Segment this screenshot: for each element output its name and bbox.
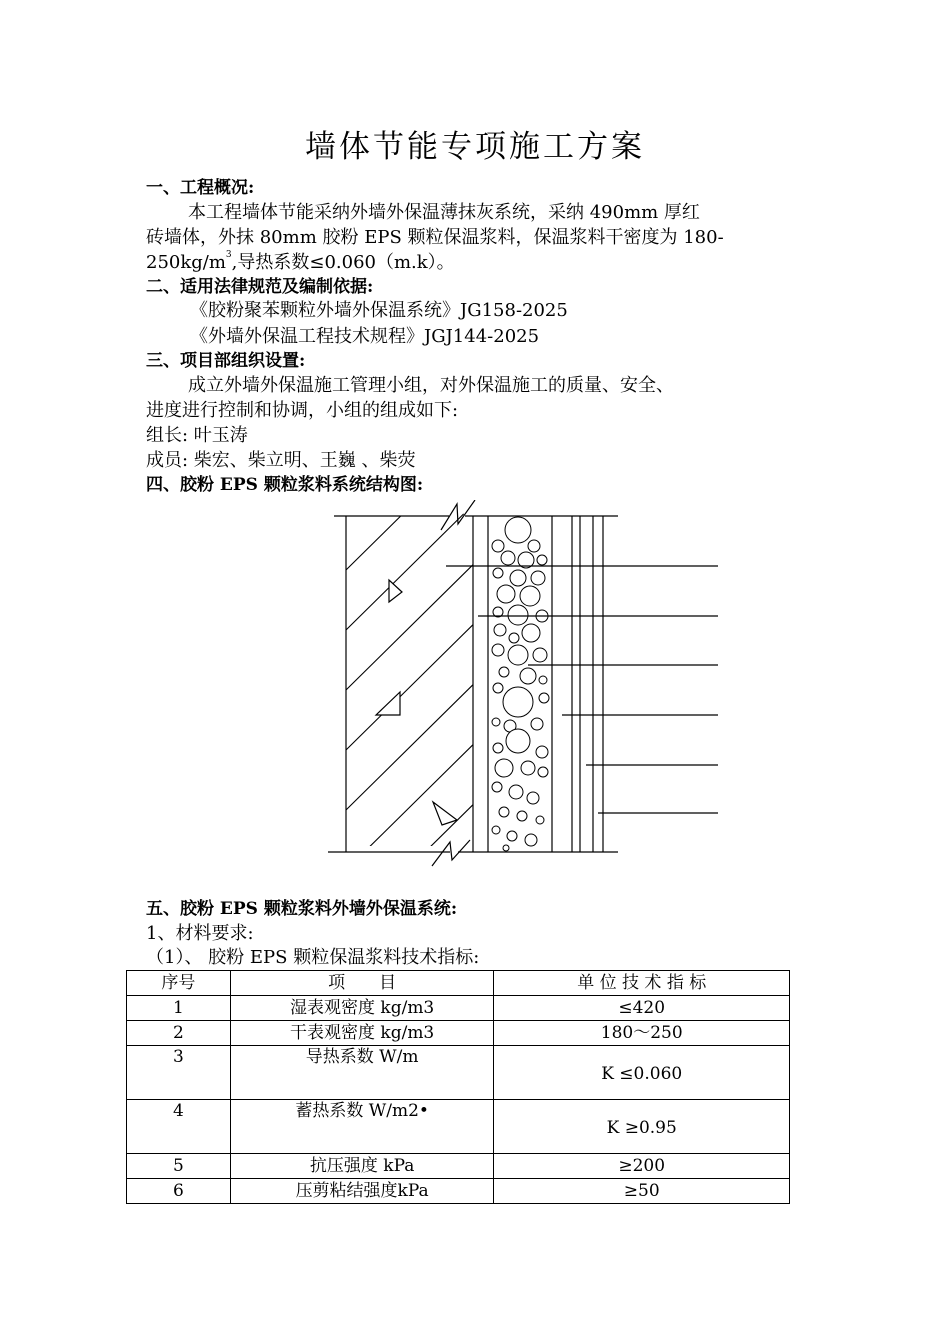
material-requirements: 1、材料要求: [146,923,254,944]
table-row [127,1154,790,1179]
bottom-break-symbol [432,840,470,866]
cell-indicator: ≥50 [494,1179,790,1204]
cell-indicator: 180～250 [494,1021,790,1046]
table-row [127,996,790,1021]
table-row [127,1021,790,1046]
reference-1: 《胶粉聚苯颗粒外墙外保温系统》JG158-2025 [190,300,568,321]
cell-indicator: ≥200 [494,1154,790,1179]
table-row [127,1179,790,1204]
technical-indicators-table [126,970,790,1204]
section-3-line-2: 进度进行控制和协调，小组的组成如下: [146,400,459,421]
brick-wall-hatching [346,500,498,870]
team-members: 成员: 柴宏、柴立明、王巍 、柴荧 [146,450,416,471]
table-row [127,1046,790,1100]
cell-index: 6 [127,1179,231,1204]
cell-item: 湿表观密度 kg/m3 [230,996,494,1021]
superscript-3: 3 [225,250,232,260]
section-1-line-3: $250kg/m^3$,导热系数≤0.060（m.k）。 [146,250,455,273]
cell-item: 导热系数 W/m [230,1046,494,1100]
section-3-line-1: 成立外墙外保温施工管理小组，对外保温施工的质量、安全、 [188,375,674,396]
cell-item: 蓄热系数 W/m2• [230,1100,494,1154]
section-1-line-2: 砖墙体，外抹 80mm 胶粉 EPS 颗粒保温浆料，保温浆料干密度为 180- [146,227,724,248]
reference-2: 《外墙外保温工程技术规程》JGJ144-2025 [190,326,540,347]
cell-index: 2 [127,1021,231,1046]
table-row [127,1100,790,1154]
cell-indicator: K ≤0.060 [494,1046,790,1100]
header-index: 序号 [127,971,231,996]
page-title: 墙体节能专项施工方案 [305,129,645,165]
section-5-heading: 五、胶粉 EPS 颗粒浆料外墙外保温系统: [146,899,458,919]
table-header-row [127,971,790,996]
aggregate-triangle-2 [376,692,400,715]
cell-index: 1 [127,996,231,1021]
cell-index: 4 [127,1100,231,1154]
cell-index: 5 [127,1154,231,1179]
header-item: 项 目 [230,971,494,996]
top-break-symbol [441,500,475,530]
section-1-line-1: 本工程墙体节能采纳外墙外保温薄抹灰系统，采纳 490mm 厚红 [188,202,700,223]
section-3-heading: 三、项目部组织设置: [146,351,306,371]
team-leader: 组长: 叶玉涛 [146,425,248,446]
section-1-heading: 一、工程概况: [146,178,255,198]
header-indicator: 单 位 技 术 指 标 [494,971,790,996]
wall-structure-diagram [328,500,728,870]
cell-item: 压剪粘结强度kPa [230,1179,494,1204]
cell-indicator: K ≥0.95 [494,1100,790,1154]
eps-particles [492,517,549,851]
aggregate-triangle-3 [433,802,457,825]
section-2-heading: 二、适用法律规范及编制依据: [146,277,374,297]
section-4-heading: 四、胶粉 EPS 颗粒浆料系统结构图: [146,475,424,495]
cell-item: 干表观密度 kg/m3 [230,1021,494,1046]
cell-index: 3 [127,1046,231,1100]
technical-indicators-caption: （1）、 胶粉 EPS 颗粒保温浆料技术指标: [146,947,480,968]
cell-item: 抗压强度 kPa [230,1154,494,1179]
aggregate-triangle-1 [389,580,402,602]
cell-indicator: ≤420 [494,996,790,1021]
